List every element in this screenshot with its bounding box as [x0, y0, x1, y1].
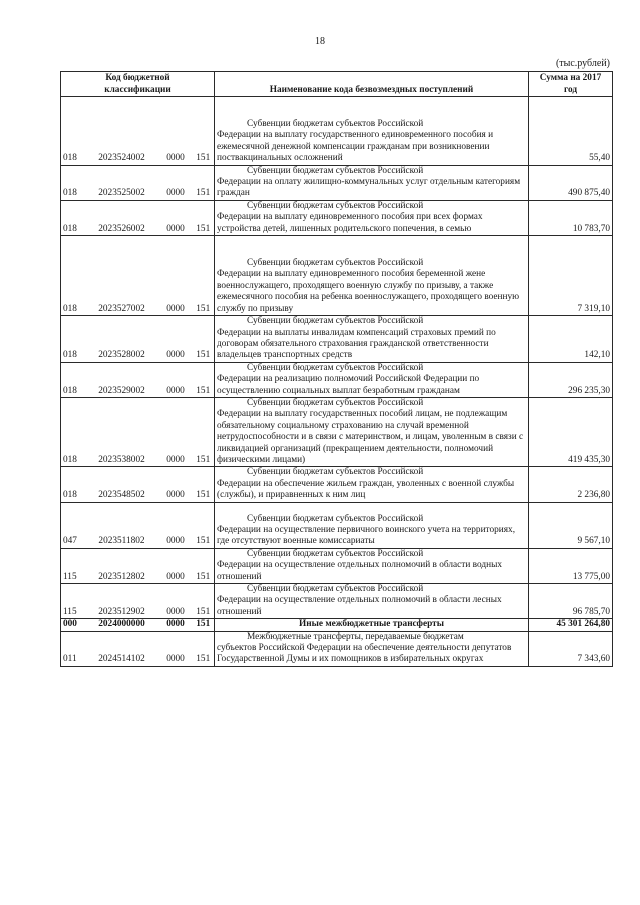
- kind-code-cell: 151: [193, 397, 215, 466]
- name-cell: [215, 584, 529, 619]
- admin-code-cell: 011: [61, 631, 85, 666]
- sum-cell: 490 875,40: [529, 165, 613, 200]
- sum-cell: 7 343,60: [529, 631, 613, 666]
- page-number: 18: [315, 36, 325, 47]
- budget-code-cell: 2023548502: [85, 467, 159, 502]
- table-row: [61, 548, 613, 583]
- name-text: Федерации на осуществление первичного воинского учета на территориях, где отсутствуют военные комиссариаты: [217, 525, 516, 547]
- table-row: [61, 97, 613, 166]
- name-text: субъектов Российской Федерации на обеспечение деятельности депутатов Государственной Думы и их помощников в избирательных округах: [217, 643, 512, 665]
- name-cell: [215, 97, 529, 166]
- name-cell: [215, 236, 529, 316]
- admin-code-cell: 018: [61, 200, 85, 235]
- program-code-cell: 0000: [159, 548, 193, 583]
- program-code-cell: 0000: [159, 200, 193, 235]
- name-cell: [215, 165, 529, 200]
- program-code-cell: 0000: [159, 397, 193, 466]
- budget-code-cell: 2023511802: [85, 502, 159, 548]
- admin-code-cell: 018: [61, 236, 85, 316]
- admin-code-cell: 115: [61, 584, 85, 619]
- budget-code-cell: 2023528002: [85, 316, 159, 363]
- kind-code-cell: 151: [193, 548, 215, 583]
- name-text: Федерации на выплату государственного единовременного пособия и ежемесячной денежной компенсации гражданам при возникновении поствакцинальных осложнений: [217, 130, 494, 164]
- name-text: Федерации на осуществление отдельных полномочий в области лесных отношений: [217, 595, 502, 617]
- name-cell: [215, 362, 529, 397]
- budget-code-cell: 2023512802: [85, 548, 159, 583]
- name-cell: [215, 316, 529, 363]
- program-code-cell: 0000: [159, 584, 193, 619]
- name-heading-line: Иные межбюджетные трансферты: [299, 619, 444, 630]
- sum-cell: 296 235,30: [529, 362, 613, 397]
- name-cell: [215, 548, 529, 583]
- name-cell: [215, 619, 529, 631]
- kind-code-cell: 151: [193, 236, 215, 316]
- budget-code-cell: 2023512902: [85, 584, 159, 619]
- name-text: Федерации на осуществление отдельных полномочий в области водных отношений: [217, 560, 502, 582]
- kind-code-cell: 151: [193, 467, 215, 502]
- name-text: Федерации на выплаты инвалидам компенсаций страховых премий по договорам обязательного страхования гражданской ответственности владельцев транспортных средств: [217, 327, 496, 361]
- program-code-cell: 0000: [159, 97, 193, 166]
- sum-column-header: Сумма на 2017 год: [529, 72, 613, 97]
- kind-code-cell: 151: [193, 165, 215, 200]
- name-heading-line: Субвенции бюджетам субъектов Российской: [247, 548, 424, 559]
- admin-code-cell: 018: [61, 97, 85, 166]
- admin-code-cell: 018: [61, 165, 85, 200]
- sum-cell: 2 236,80: [529, 467, 613, 502]
- name-text: Федерации на выплату единовременного пособия при всех формах устройства детей, лишенных родительского попечения, в семью: [217, 212, 483, 234]
- admin-code-cell: 018: [61, 316, 85, 363]
- admin-code-cell: 018: [61, 467, 85, 502]
- table-row: [61, 397, 613, 466]
- kind-code-cell: 151: [193, 584, 215, 619]
- program-code-cell: 0000: [159, 165, 193, 200]
- admin-code-cell: 018: [61, 397, 85, 466]
- table-row: [61, 584, 613, 619]
- name-cell: [215, 397, 529, 466]
- program-code-cell: 0000: [159, 236, 193, 316]
- sum-cell: 9 567,10: [529, 502, 613, 548]
- sum-cell: 10 783,70: [529, 200, 613, 235]
- kind-code-cell: 151: [193, 200, 215, 235]
- kind-code-cell: 151: [193, 631, 215, 666]
- table-header: [61, 72, 613, 97]
- table-row: [61, 165, 613, 200]
- name-column-header: Наименование кода безвозмездных поступлений: [215, 72, 529, 97]
- program-code-cell: 0000: [159, 502, 193, 548]
- name-heading-line: Субвенции бюджетам субъектов Российской: [247, 362, 424, 373]
- units-label: (тыс.рублей): [555, 58, 610, 69]
- name-heading-line: Межбюджетные трансферты, передаваемые бюджетам: [247, 631, 464, 642]
- admin-code-cell: 000: [61, 619, 85, 631]
- sum-cell: 55,40: [529, 97, 613, 166]
- table-row: [61, 316, 613, 363]
- kind-code-cell: 151: [193, 502, 215, 548]
- budget-code-cell: 2023525002: [85, 165, 159, 200]
- table-row: [61, 362, 613, 397]
- name-heading-line: Субвенции бюджетам субъектов Российской: [247, 258, 424, 269]
- kind-code-cell: 151: [193, 619, 215, 631]
- program-code-cell: 0000: [159, 619, 193, 631]
- name-cell: [215, 502, 529, 548]
- sum-cell: 142,10: [529, 316, 613, 363]
- budget-code-cell: 2023538002: [85, 397, 159, 466]
- kind-code-cell: 151: [193, 316, 215, 363]
- program-code-cell: 0000: [159, 362, 193, 397]
- name-text: Федерации на обеспечение жильем граждан, уволенных с военной службы (службы), и приравненных к ним лиц: [217, 478, 515, 501]
- table-row: [61, 200, 613, 235]
- sum-cell: 7 319,10: [529, 236, 613, 316]
- budget-code-cell: 2023529002: [85, 362, 159, 397]
- name-heading-line: Субвенции бюджетам субъектов Российской: [247, 165, 424, 176]
- name-heading-line: Субвенции бюджетам субъектов Российской: [247, 119, 424, 129]
- admin-code-cell: 018: [61, 362, 85, 397]
- kind-code-cell: 151: [193, 362, 215, 397]
- admin-code-cell: 047: [61, 502, 85, 548]
- budget-code-cell: 2023526002: [85, 200, 159, 235]
- name-text: Федерации на выплату государственных пособий лицам, не подлежащим обязательному социальному страхованию на случай временной нетрудоспособности и в связи с материнством, и лицам, уволенным в связи с ликвидацией организаций (прекращением деятельности, полномочий физическими лицами): [217, 409, 524, 465]
- name-heading-line: Субвенции бюджетам субъектов Российской: [247, 316, 424, 327]
- budget-code-cell: 2023524002: [85, 97, 159, 166]
- program-code-cell: 0000: [159, 631, 193, 666]
- table-row: [61, 631, 613, 666]
- kind-code-cell: 151: [193, 97, 215, 166]
- sum-cell: 96 785,70: [529, 584, 613, 619]
- name-text: Федерации на оплату жилищно-коммунальных услуг отдельным категориям граждан: [217, 177, 521, 199]
- table-row: [61, 619, 613, 631]
- name-heading-line: Субвенции бюджетам субъектов Российской: [247, 467, 424, 478]
- table-row: [61, 467, 613, 502]
- code-column-header: Код бюджетной классификации: [61, 72, 215, 97]
- sum-cell: 13 775,00: [529, 548, 613, 583]
- name-cell: [215, 467, 529, 502]
- revenue-table: [60, 71, 613, 667]
- name-heading-line: Субвенции бюджетам субъектов Российской: [247, 584, 424, 595]
- name-heading-line: Субвенции бюджетам субъектов Российской: [247, 397, 424, 408]
- admin-code-cell: 115: [61, 548, 85, 583]
- table-row: [61, 236, 613, 316]
- program-code-cell: 0000: [159, 316, 193, 363]
- table-row: [61, 502, 613, 548]
- name-text: Федерации на выплату единовременного пособия беременной жене военнослужащего, проходящего военную службу по призыву, а также ежемесячного пособия на ребенка военнослужащего, проходящего военную службу по призыву: [217, 269, 520, 314]
- name-cell: [215, 200, 529, 235]
- name-heading-line: Субвенции бюджетам субъектов Российской: [247, 200, 424, 211]
- budget-code-cell: 2023527002: [85, 236, 159, 316]
- name-text: Федерации на реализацию полномочий Российской Федерации по осуществлению социальных выплат безработным гражданам: [217, 374, 480, 396]
- budget-code-cell: 2024000000: [85, 619, 159, 631]
- sum-cell: 419 435,30: [529, 397, 613, 466]
- program-code-cell: 0000: [159, 467, 193, 502]
- budget-code-cell: 2024514102: [85, 631, 159, 666]
- name-cell: [215, 631, 529, 666]
- name-heading-line: Субвенции бюджетам субъектов Российской: [247, 513, 424, 524]
- sum-cell: 45 301 264,80: [529, 619, 613, 631]
